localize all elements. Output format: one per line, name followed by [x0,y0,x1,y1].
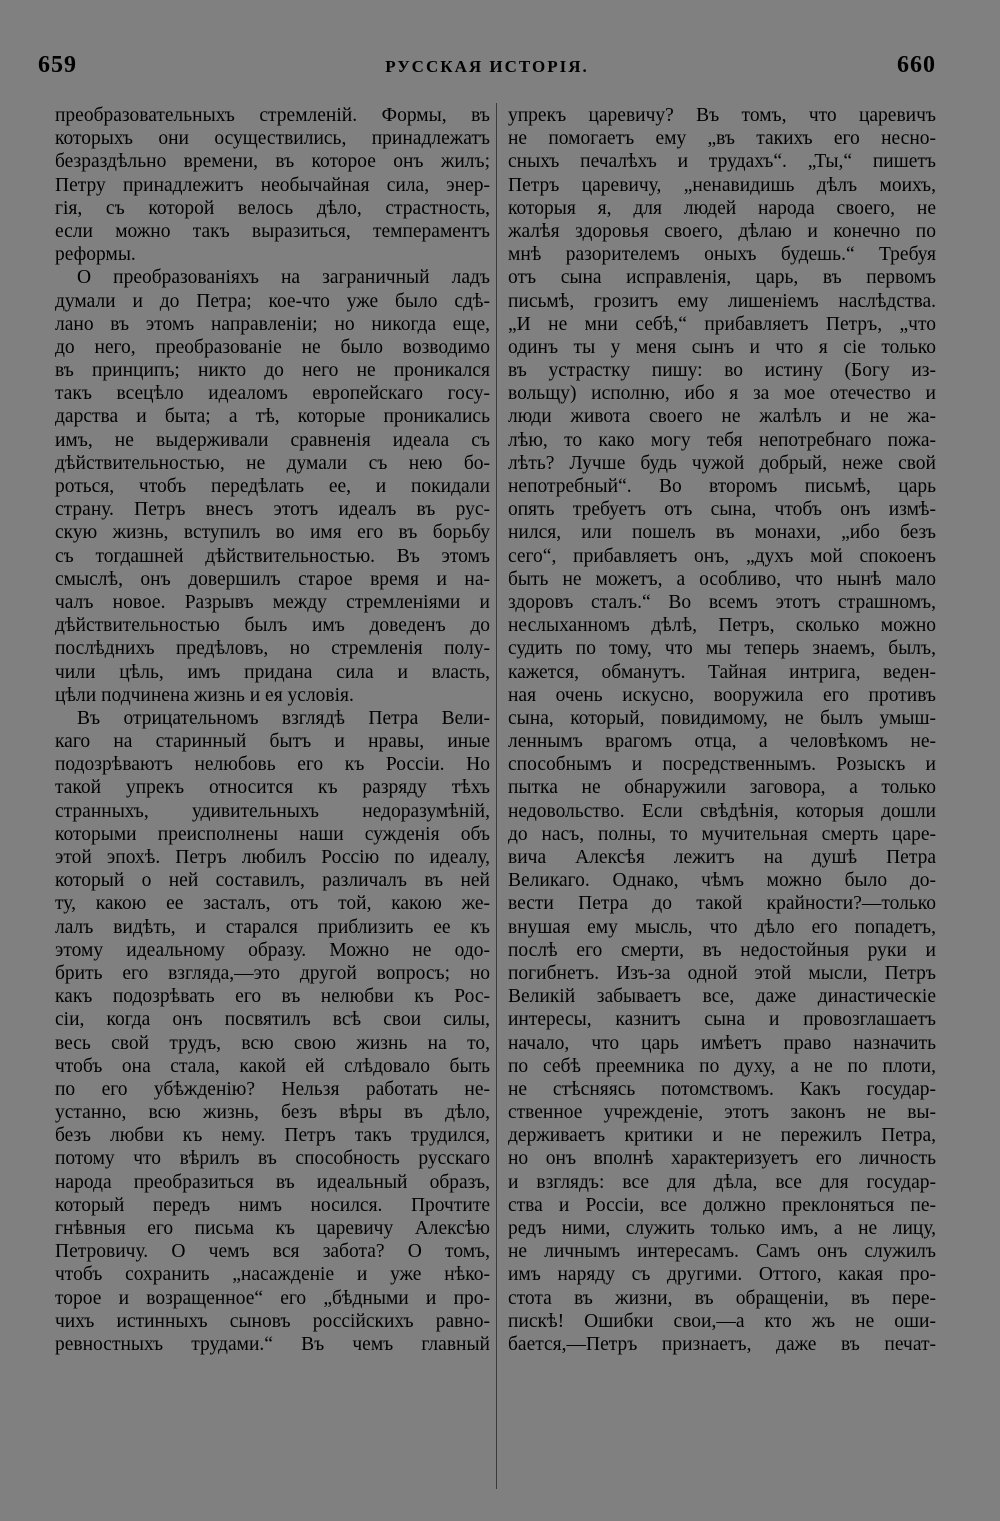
text-line: мнѣ разорителемъ оныхъ будешь.“ Требуя [508,244,936,266]
text-line: вести Петра до такой крайности?—только [508,893,936,915]
text-line: сего“, прибавляетъ онъ, „духъ мой спокоенъ [508,545,936,567]
text-line: дѣйствительностью былъ имъ доведенъ до [55,615,490,637]
text-line: думали и до Петра; кое-что уже было сдѣ- [55,290,490,312]
running-title: РУССКАЯ ИСТОРІЯ. [385,57,589,76]
text-line: не помогаетъ ему „въ такихъ его несно- [508,128,936,150]
text-line: до него, преобразованіе не было возводимо [55,336,490,358]
text-line: подозрѣваютъ нелюбовь его къ Россіи. Но [55,754,490,776]
text-line: смыслѣ, онъ довершилъ старое время и на- [55,568,490,590]
text-line: начало, что царь имѣетъ право назначить [508,1032,936,1054]
text-line: ственное учрежденіе, этотъ законъ не вы- [508,1102,936,1124]
text-line: народа преобразиться въ идеальный образъ, [55,1171,490,1193]
text-line: интересы, казнитъ сына и провозглашаетъ [508,1009,936,1031]
text-line: лѣю, то како могу тебя непотребнаго пожа- [508,429,936,451]
text-line: Великій забываетъ все, даже династическіе [508,986,936,1008]
text-line: здоровъ сталъ.“ Во всемъ этотъ страшномъ, [508,591,936,613]
text-line: и взглядъ: все для дѣла, все для государ- [508,1171,936,1193]
text-line: Петру принадлежитъ необычайная сила, энер- [55,174,490,196]
text-line: нился, или пошелъ въ монахи, „ибо безъ [508,522,936,544]
text-line: сіи, когда онъ посвятилъ всѣ свои силы, [55,1009,490,1031]
right-column [508,104,936,1356]
text-line: способнымъ и посредственнымъ. Розыскъ и [508,754,936,776]
text-line: вича Алексѣя лежитъ на душѣ Петра [508,847,936,868]
text-line: чтобъ она стала, какой ей слѣдовало быть [55,1055,490,1077]
text-line: который передъ нимъ носился. Прочтите [55,1194,490,1216]
text-line: гнѣвныя его письма къ царевичу Алексѣю [55,1218,490,1239]
text-line: стота въ жизни, въ обращеніи, въ пере- [508,1287,936,1309]
text-line: чтобъ сохранить „насажденіе и уже нѣко- [55,1264,490,1286]
text-line: кажется, обманутъ. Тайная интрига, веден- [508,661,936,683]
text-line: письмѣ, грозитъ ему лишеніемъ наслѣдства. [508,290,936,312]
text-line: но онъ вполнѣ характеризуетъ его личность [508,1148,936,1170]
text-line: въ принципъ; никто до него не проникался [55,360,490,382]
text-line: чалъ новое. Разрывъ между стремленіями и [55,591,490,613]
text-line: съ тогдашней дѣйствительностью. Въ этомъ [55,545,490,567]
text-line: пытка не обнаружили заговора, а только [508,777,936,799]
text-line: реформы. [55,244,136,266]
text-line: лано въ этомъ направленіи; но никогда еще, [55,313,490,335]
text-line: этой эпохѣ. Петръ любилъ Россію по идеалу, [55,847,490,868]
text-line: такой упрекъ относится къ разряду тѣхъ [55,777,490,799]
text-line: по себѣ преемника по духу, а не по плоти, [508,1055,936,1077]
text-line: сныхъ печалѣхъ и трудахъ“. „Ты,“ пишетъ [508,151,936,173]
text-line: потому что вѣрилъ въ способность русскаго [55,1148,490,1170]
text-line: устанно, всю жизнь, безъ вѣры въ дѣло, [55,1102,490,1124]
text-line: ства и Россіи, все должно преклоняться пе- [508,1194,936,1216]
text-line: послѣ его смерти, въ недостойныя руки и [508,939,936,961]
page-header [38,52,936,92]
text-line: чили цѣль, имъ придана сила и власть, [55,661,490,683]
text-line: торое и возращенное“ его „бѣдными и про- [55,1287,490,1309]
text-line: лѣть? Лучше будь чужой добрый, неже свой [508,452,936,474]
text-line: сына, который, повидимому, не былъ умыш- [508,707,936,729]
text-line: О преобразованіяхъ на заграничный ладъ [77,267,490,289]
text-line: держиваетъ критики и не пережилъ Петра, [508,1125,936,1147]
text-line: гія, съ которой велось дѣло, страстность, [55,197,490,219]
text-line: недовольство. Если свѣдѣнія, которыя дошли [508,800,936,822]
text-line: лалъ видѣть, и старался приблизить ее къ [55,916,490,938]
text-line: имъ, не выдерживали сравненія идеала съ [55,429,490,451]
left-column [55,104,490,1356]
text-line: ту, какою ее засталъ, отъ той, какою же- [55,893,490,915]
text-line: имъ наряду съ другими. Оттого, какая про- [508,1264,936,1286]
text-line: дѣйствительностью, не думали съ нею бо- [55,452,490,474]
text-line: внушая ему мысль, что дѣло его попадетъ, [508,916,936,938]
text-line: быть не можетъ, а особливо, что нынѣ мало [508,568,936,590]
text-line: непотребный“. Во второмъ письмѣ, царь [508,476,936,497]
text-line: вольщу) исполню, ибо я за мое отечество и [508,383,936,405]
text-line: Въ отрицательномъ взглядѣ Петра Вели- [77,707,490,729]
text-line: Петръ царевичу, „ненавидишь дѣлъ моихъ, [508,174,936,196]
text-line: Петровичу. О чемъ вся забота? О томъ, [55,1241,490,1263]
text-line: чихъ истинныхъ сыновъ россійскихъ равно- [55,1310,490,1332]
text-line: по его убѣжденію? Нельзя работать не- [55,1078,490,1100]
text-line: пискѣ! Ошибки свои,—а кто жъ не оши- [508,1310,936,1332]
text-line: безъ любви къ нему. Петръ такъ трудился, [55,1125,490,1147]
text-line: безраздѣльно времени, въ которое онъ жилъ; [55,151,490,173]
text-line: одинъ ты у меня сынъ и что я сіе только [508,336,936,358]
text-line: ная очень искусно, вооружила его противъ [508,684,936,706]
text-line: въ устрастку пишу: во истину (Богу из- [508,360,936,382]
text-line: цѣли подчинена жизнь и ея условія. [55,684,354,706]
text-line: брить его взгляда,—это другой вопросъ; но [55,962,490,984]
text-line: послѣднихъ предѣловъ, но стремленія полу- [55,638,490,660]
text-line: скую жизнь, вступилъ во имя его въ борьбу [55,522,490,544]
text-line: который о ней составилъ, различалъ въ ней [55,870,490,892]
text-line: неслыханномъ дѣлѣ, Петръ, сколько можно [508,615,936,637]
text-line: роться, чтобъ передѣлать ее, и покидали [55,476,490,497]
text-line: этому идеальному образу. Можно не одо- [55,939,490,961]
text-line: если можно такъ выразиться, темпераментъ [55,220,490,242]
page-number-left: 659 [38,52,77,78]
text-line: не личнымъ интересамъ. Самъ онъ служилъ [508,1241,936,1263]
text-line: такъ всецѣло идеаломъ европейскаго госу- [55,383,490,405]
text-line: которыхъ они осуществились, принадлежатъ [55,128,490,150]
text-line: упрекъ царевичу? Въ томъ, что царевичъ [508,105,936,126]
text-line: не стѣсняясь потомствомъ. Какъ государ- [508,1078,936,1100]
text-line: весь свой трудъ, всю свою жизнь на то, [55,1032,490,1054]
text-line: дарства и быта; а тѣ, которые проникались [55,406,490,428]
text-line: опять требуетъ отъ сына, чтобъ онъ измѣ- [508,499,936,521]
text-line: погибнетъ. Изъ-за одной этой мысли, Петръ [508,962,936,984]
text-line: ревностныхъ трудами.“ Въ чемъ главный [55,1333,490,1355]
text-line: каго на старинный бытъ и нравы, иные [55,731,490,753]
text-line: какъ подозрѣвать его въ нелюбви къ Рос- [55,986,490,1008]
text-line: жалѣя здоровья своего, дѣлаю и конечно по [508,220,936,242]
text-line: страну. Петръ внесъ этотъ идеалъ въ рус- [55,499,490,521]
text-line: странныхъ, удивительныхъ недоразумѣній, [55,800,490,822]
text-line: редъ ними, служить только имъ, а не лицу, [508,1218,936,1239]
text-line: которыя я, для людей народа своего, не [508,197,936,219]
text-line: бается,—Петръ признаетъ, даже въ печат- [508,1333,936,1355]
text-line: люди живота своего не жалѣлъ и не жа- [508,406,936,428]
text-line: Великаго. Однако, чѣмъ можно было до- [508,870,936,892]
text-line: отъ сына исправленія, царь, въ первомъ [508,267,936,289]
text-line: леннымъ врагомъ отца, а человѣкомъ не- [508,731,936,753]
text-line: до насъ, полны, то мучительная смерть царе- [508,823,936,845]
text-line: „И не мни себѣ,“ прибавляетъ Петръ, „что [508,313,936,335]
page-number-right: 660 [897,52,936,78]
text-line: которыми преисполнены наши сужденія объ [55,823,490,845]
text-line: преобразовательныхъ стремленій. Формы, въ [55,105,490,126]
text-line: судить по тому, что мы теперь знаемъ, былъ, [508,638,936,660]
column-divider [496,103,497,1489]
